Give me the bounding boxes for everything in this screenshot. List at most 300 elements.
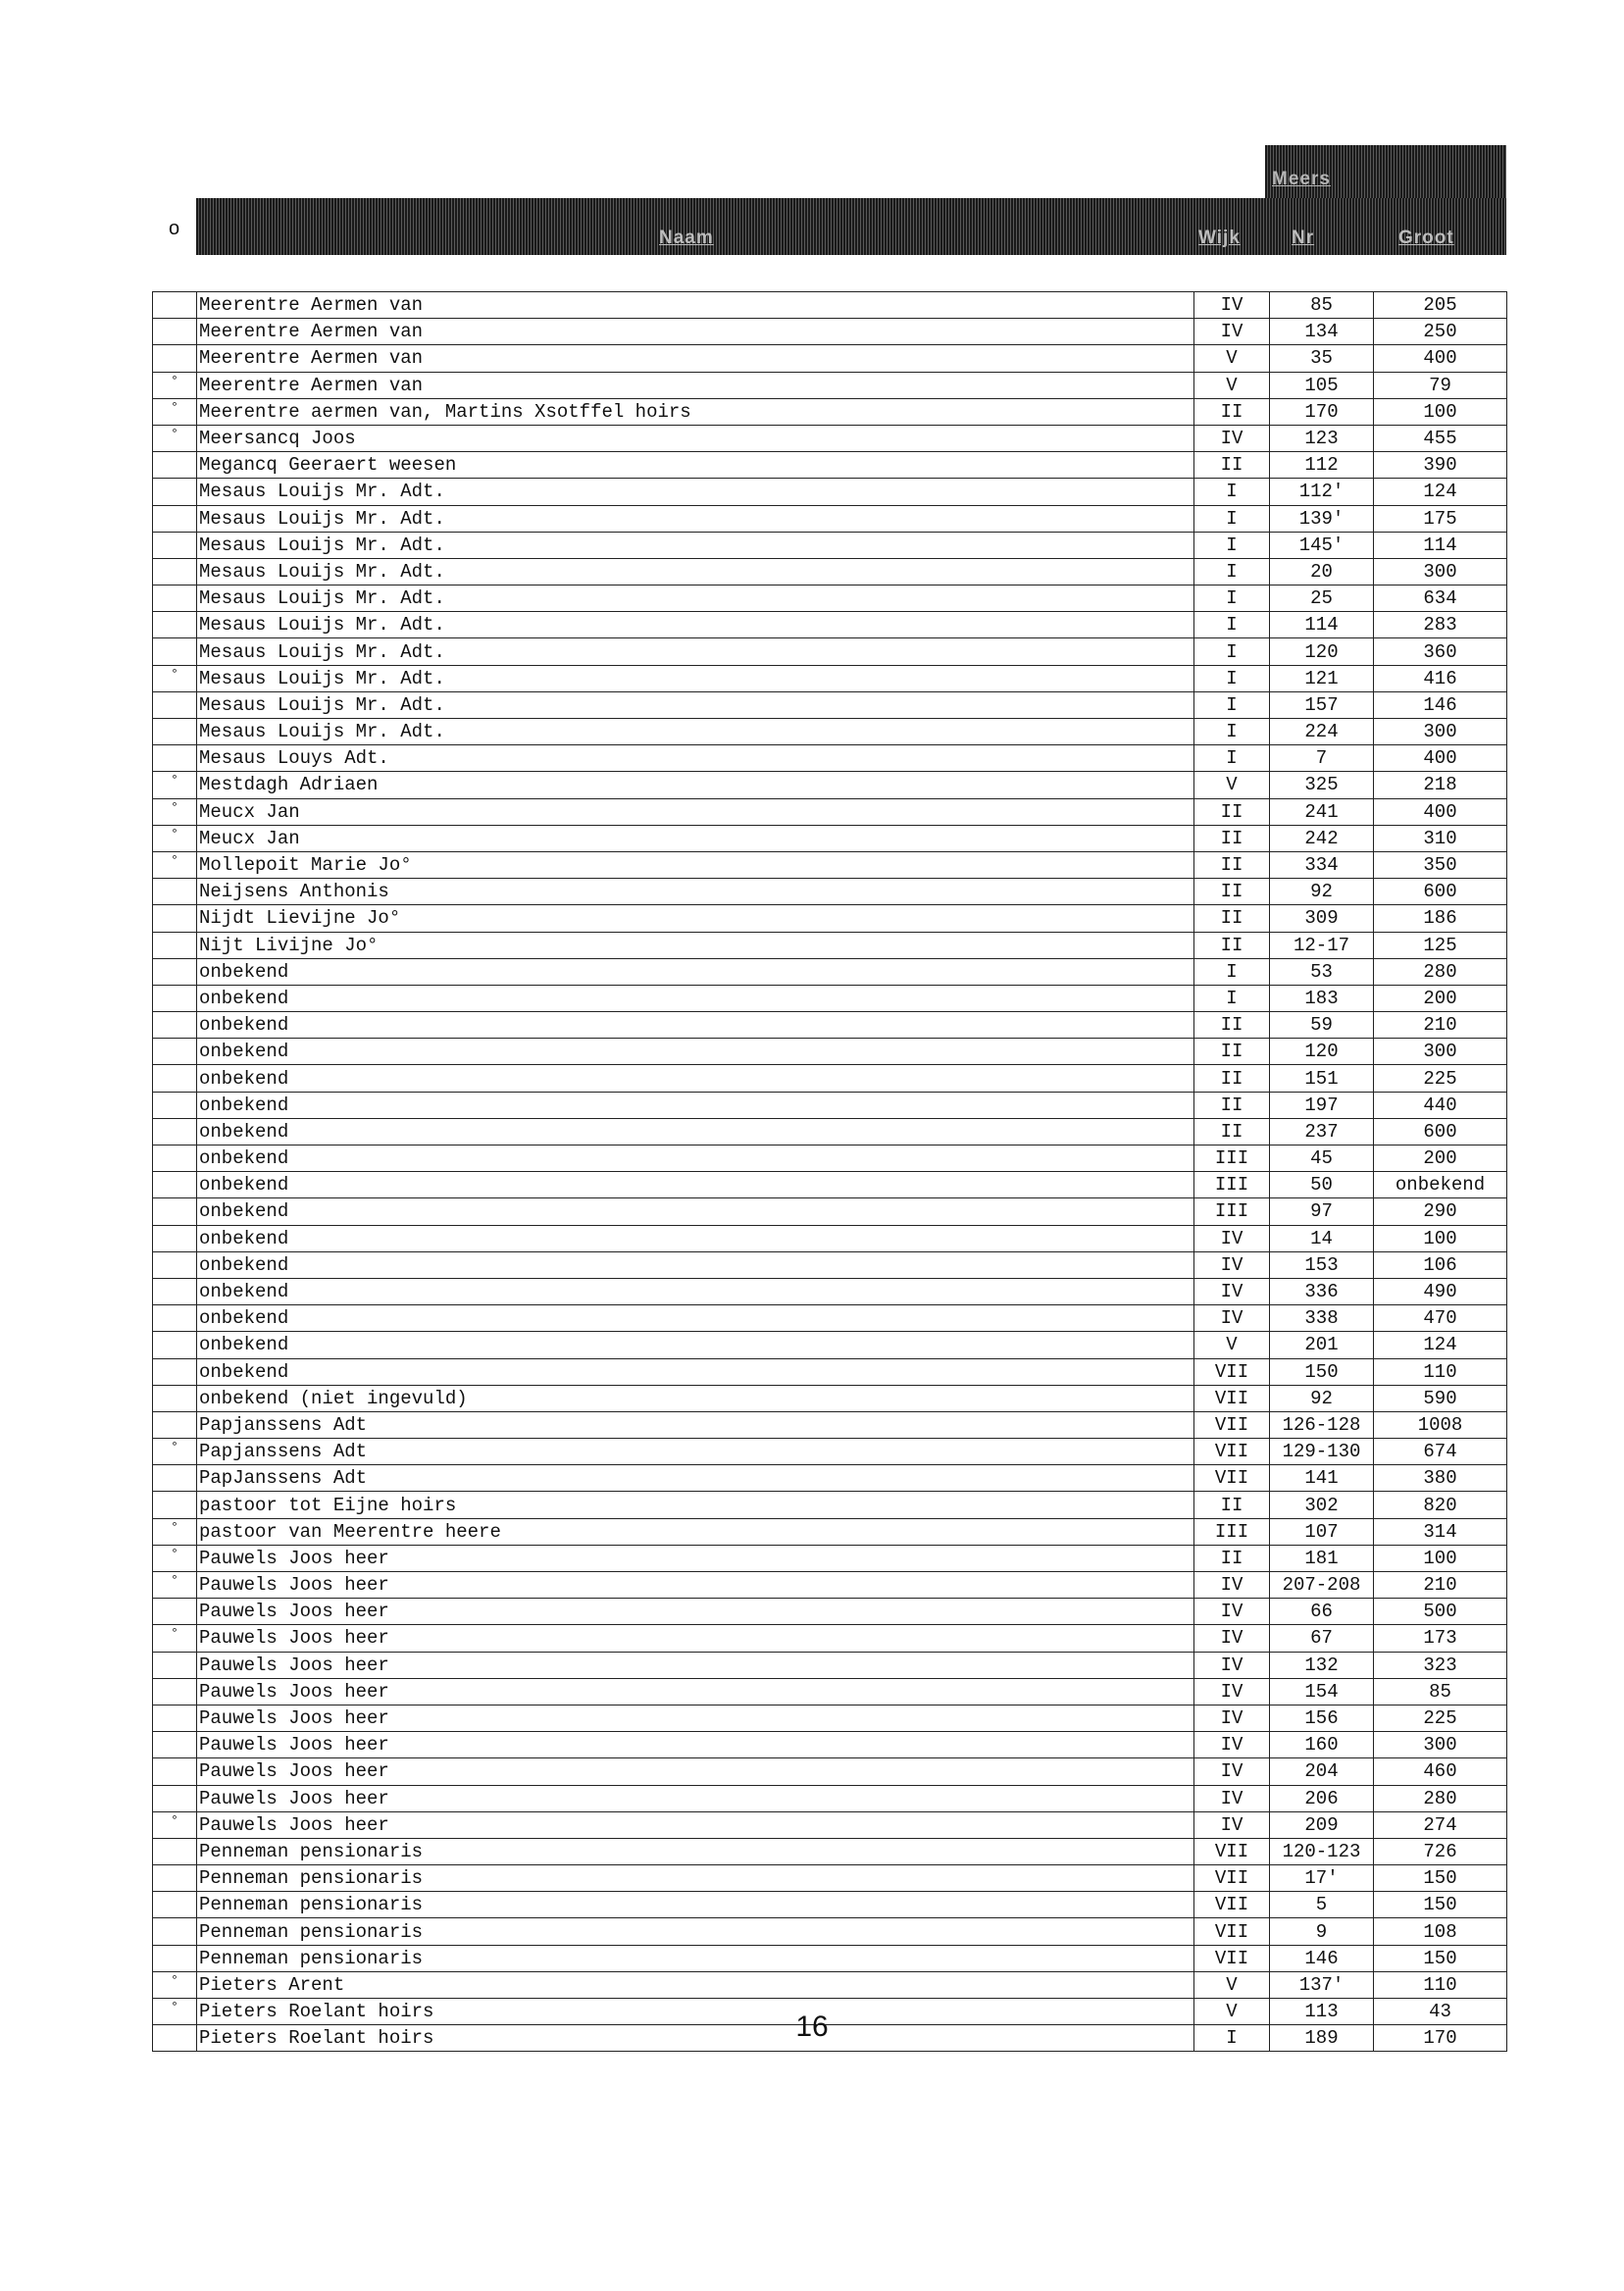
row-wijk: III xyxy=(1194,1198,1270,1225)
row-nr: 112 xyxy=(1270,452,1374,479)
row-mark: ° xyxy=(153,398,197,425)
row-nr: 207-208 xyxy=(1270,1572,1374,1599)
table-row xyxy=(153,452,1507,479)
row-nr: 224 xyxy=(1270,719,1374,745)
table-row xyxy=(153,1785,1507,1811)
row-mark: ° xyxy=(153,798,197,825)
row-mark: ° xyxy=(153,1572,197,1599)
row-groot: 674 xyxy=(1374,1439,1507,1465)
row-mark xyxy=(153,532,197,558)
row-nr: 123 xyxy=(1270,425,1374,451)
row-name: Nijt Livijne Jo° xyxy=(197,932,1194,958)
row-wijk: II xyxy=(1194,932,1270,958)
row-mark xyxy=(153,505,197,532)
row-wijk: I xyxy=(1194,745,1270,772)
row-mark: ° xyxy=(153,372,197,398)
table-row xyxy=(153,1758,1507,1785)
row-mark xyxy=(153,1251,197,1278)
row-mark xyxy=(153,1465,197,1492)
table-row xyxy=(153,745,1507,772)
row-nr: 121 xyxy=(1270,665,1374,691)
row-mark: ° xyxy=(153,1971,197,1998)
row-name: onbekend xyxy=(197,1278,1194,1304)
row-mark xyxy=(153,1146,197,1172)
table-row xyxy=(153,985,1507,1011)
row-mark xyxy=(153,1278,197,1304)
row-wijk: VII xyxy=(1194,1358,1270,1385)
table-row xyxy=(153,1385,1507,1411)
row-mark: ° xyxy=(153,1811,197,1838)
row-groot: 150 xyxy=(1374,1892,1507,1918)
row-groot: 600 xyxy=(1374,1118,1507,1145)
row-wijk: I xyxy=(1194,585,1270,612)
table-row xyxy=(153,1838,1507,1864)
row-name: Mesaus Louijs Mr. Adt. xyxy=(197,691,1194,718)
row-mark xyxy=(153,1092,197,1118)
table-row xyxy=(153,585,1507,612)
row-groot: 490 xyxy=(1374,1278,1507,1304)
row-name: Mesaus Louijs Mr. Adt. xyxy=(197,665,1194,691)
row-wijk: I xyxy=(1194,558,1270,585)
row-groot: 280 xyxy=(1374,958,1507,985)
table-row xyxy=(153,1251,1507,1278)
table-row xyxy=(153,1652,1507,1678)
row-mark xyxy=(153,292,197,319)
row-nr: 92 xyxy=(1270,1385,1374,1411)
row-wijk: III xyxy=(1194,1518,1270,1545)
row-name: Penneman pensionaris xyxy=(197,1945,1194,1971)
row-wijk: II xyxy=(1194,1492,1270,1518)
row-nr: 150 xyxy=(1270,1358,1374,1385)
row-name: Papjanssens Adt xyxy=(197,1439,1194,1465)
table-row xyxy=(153,1092,1507,1118)
row-groot: 400 xyxy=(1374,798,1507,825)
row-wijk: IV xyxy=(1194,1225,1270,1251)
table-row xyxy=(153,345,1507,372)
row-groot: 85 xyxy=(1374,1678,1507,1705)
row-name: Pieters Roelant hoirs xyxy=(197,2025,1194,2052)
row-groot: 200 xyxy=(1374,1146,1507,1172)
row-groot: 300 xyxy=(1374,1732,1507,1758)
row-name: Mesaus Louijs Mr. Adt. xyxy=(197,612,1194,638)
table-row xyxy=(153,638,1507,665)
row-nr: 97 xyxy=(1270,1198,1374,1225)
row-wijk: III xyxy=(1194,1172,1270,1198)
row-mark xyxy=(153,1332,197,1358)
row-nr: 170 xyxy=(1270,398,1374,425)
row-wijk: IV xyxy=(1194,1678,1270,1705)
row-mark: ° xyxy=(153,1439,197,1465)
row-nr: 35 xyxy=(1270,345,1374,372)
row-groot: 106 xyxy=(1374,1251,1507,1278)
row-wijk: I xyxy=(1194,958,1270,985)
table-row xyxy=(153,1411,1507,1438)
table-row xyxy=(153,691,1507,718)
row-groot: 43 xyxy=(1374,1999,1507,2025)
row-mark xyxy=(153,1705,197,1731)
row-mark xyxy=(153,1492,197,1518)
row-nr: 5 xyxy=(1270,1892,1374,1918)
row-groot: 173 xyxy=(1374,1625,1507,1652)
row-mark xyxy=(153,1039,197,1065)
row-name: Mollepoit Marie Jo° xyxy=(197,851,1194,878)
table-row xyxy=(153,905,1507,932)
row-nr: 7 xyxy=(1270,745,1374,772)
row-name: Pauwels Joos heer xyxy=(197,1652,1194,1678)
row-wijk: VII xyxy=(1194,1411,1270,1438)
row-nr: 120-123 xyxy=(1270,1838,1374,1864)
row-nr: 154 xyxy=(1270,1678,1374,1705)
row-name: Meerentre Aermen van xyxy=(197,319,1194,345)
row-wijk: VII xyxy=(1194,1892,1270,1918)
table-row xyxy=(153,851,1507,878)
row-nr: 241 xyxy=(1270,798,1374,825)
property-table-body xyxy=(153,292,1507,2052)
row-nr: 67 xyxy=(1270,1625,1374,1652)
table-row xyxy=(153,532,1507,558)
row-groot: 170 xyxy=(1374,2025,1507,2052)
row-name: Meerentre Aermen van xyxy=(197,292,1194,319)
row-wijk: IV xyxy=(1194,319,1270,345)
table-row xyxy=(153,1865,1507,1892)
row-groot: 390 xyxy=(1374,452,1507,479)
row-wijk: VII xyxy=(1194,1945,1270,1971)
row-mark: ° xyxy=(153,665,197,691)
row-nr: 145' xyxy=(1270,532,1374,558)
row-nr: 139' xyxy=(1270,505,1374,532)
row-nr: 92 xyxy=(1270,879,1374,905)
row-name: onbekend xyxy=(197,1305,1194,1332)
row-nr: 157 xyxy=(1270,691,1374,718)
row-groot: 110 xyxy=(1374,1971,1507,1998)
row-wijk: I xyxy=(1194,479,1270,505)
row-groot: 210 xyxy=(1374,1572,1507,1599)
table-row xyxy=(153,505,1507,532)
row-nr: 9 xyxy=(1270,1918,1374,1945)
row-wijk: VII xyxy=(1194,1865,1270,1892)
row-mark xyxy=(153,1118,197,1145)
row-groot: 146 xyxy=(1374,691,1507,718)
table-row xyxy=(153,879,1507,905)
row-nr: 146 xyxy=(1270,1945,1374,1971)
table-row xyxy=(153,1332,1507,1358)
table-row xyxy=(153,1918,1507,1945)
row-groot: 455 xyxy=(1374,425,1507,451)
row-wijk: II xyxy=(1194,1092,1270,1118)
row-nr: 183 xyxy=(1270,985,1374,1011)
table-row xyxy=(153,798,1507,825)
row-name: onbekend xyxy=(197,1065,1194,1092)
row-wijk: IV xyxy=(1194,425,1270,451)
row-wijk: III xyxy=(1194,1146,1270,1172)
row-groot: onbekend xyxy=(1374,1172,1507,1198)
table-row xyxy=(153,1892,1507,1918)
row-mark xyxy=(153,319,197,345)
row-name: Pauwels Joos heer xyxy=(197,1625,1194,1652)
table-row xyxy=(153,665,1507,691)
table-row xyxy=(153,1225,1507,1251)
property-table xyxy=(152,291,1507,2052)
row-mark xyxy=(153,1225,197,1251)
row-mark xyxy=(153,745,197,772)
header-col-groot: Groot xyxy=(1398,228,1454,248)
row-wijk: IV xyxy=(1194,1811,1270,1838)
row-name: Pauwels Joos heer xyxy=(197,1599,1194,1625)
row-groot: 300 xyxy=(1374,1039,1507,1065)
row-wijk: I xyxy=(1194,719,1270,745)
row-name: Pauwels Joos heer xyxy=(197,1758,1194,1785)
row-mark xyxy=(153,691,197,718)
header-left-mark: o xyxy=(169,218,180,239)
row-mark xyxy=(153,1012,197,1039)
row-wijk: IV xyxy=(1194,1572,1270,1599)
row-mark xyxy=(153,1411,197,1438)
row-groot: 590 xyxy=(1374,1385,1507,1411)
row-wijk: V xyxy=(1194,772,1270,798)
row-nr: 12-17 xyxy=(1270,932,1374,958)
row-wijk: IV xyxy=(1194,1599,1270,1625)
row-groot: 380 xyxy=(1374,1465,1507,1492)
table-row xyxy=(153,612,1507,638)
table-row xyxy=(153,1811,1507,1838)
row-mark xyxy=(153,638,197,665)
row-name: Penneman pensionaris xyxy=(197,1918,1194,1945)
row-groot: 205 xyxy=(1374,292,1507,319)
row-groot: 274 xyxy=(1374,1811,1507,1838)
row-name: onbekend xyxy=(197,1332,1194,1358)
row-groot: 283 xyxy=(1374,612,1507,638)
row-groot: 440 xyxy=(1374,1092,1507,1118)
row-nr: 114 xyxy=(1270,612,1374,638)
row-groot: 820 xyxy=(1374,1492,1507,1518)
row-wijk: I xyxy=(1194,691,1270,718)
row-wijk: VII xyxy=(1194,1838,1270,1864)
row-groot: 300 xyxy=(1374,558,1507,585)
row-mark xyxy=(153,585,197,612)
row-nr: 113 xyxy=(1270,1999,1374,2025)
row-mark xyxy=(153,958,197,985)
row-groot: 124 xyxy=(1374,1332,1507,1358)
row-wijk: I xyxy=(1194,612,1270,638)
table-row xyxy=(153,1278,1507,1304)
table-row xyxy=(153,825,1507,851)
row-groot: 225 xyxy=(1374,1065,1507,1092)
table-row xyxy=(153,319,1507,345)
row-nr: 156 xyxy=(1270,1705,1374,1731)
row-name: onbekend xyxy=(197,1358,1194,1385)
row-nr: 151 xyxy=(1270,1065,1374,1092)
table-row xyxy=(153,1039,1507,1065)
row-groot: 460 xyxy=(1374,1758,1507,1785)
row-groot: 300 xyxy=(1374,719,1507,745)
row-wijk: I xyxy=(1194,665,1270,691)
row-wijk: V xyxy=(1194,1332,1270,1358)
header-col-name: Naam xyxy=(659,228,714,248)
row-wijk: II xyxy=(1194,452,1270,479)
row-wijk: VII xyxy=(1194,1439,1270,1465)
row-name: Pauwels Joos heer xyxy=(197,1678,1194,1705)
table-row xyxy=(153,398,1507,425)
row-mark xyxy=(153,558,197,585)
row-groot: 210 xyxy=(1374,1012,1507,1039)
row-wijk: VII xyxy=(1194,1465,1270,1492)
row-groot: 1008 xyxy=(1374,1411,1507,1438)
row-groot: 100 xyxy=(1374,1545,1507,1571)
row-groot: 124 xyxy=(1374,479,1507,505)
row-wijk: V xyxy=(1194,372,1270,398)
header-col-wijk: Wijk xyxy=(1198,228,1241,248)
row-mark xyxy=(153,932,197,958)
row-mark xyxy=(153,1065,197,1092)
row-wijk: VII xyxy=(1194,1918,1270,1945)
row-name: Meucx Jan xyxy=(197,825,1194,851)
row-groot: 470 xyxy=(1374,1305,1507,1332)
table-row xyxy=(153,958,1507,985)
row-groot: 218 xyxy=(1374,772,1507,798)
table-row xyxy=(153,1945,1507,1971)
row-nr: 334 xyxy=(1270,851,1374,878)
row-nr: 302 xyxy=(1270,1492,1374,1518)
row-name: onbekend xyxy=(197,1012,1194,1039)
row-name: onbekend xyxy=(197,1118,1194,1145)
row-wijk: II xyxy=(1194,798,1270,825)
row-wijk: II xyxy=(1194,1545,1270,1571)
row-nr: 189 xyxy=(1270,2025,1374,2052)
row-groot: 290 xyxy=(1374,1198,1507,1225)
table-row xyxy=(153,479,1507,505)
row-name: Penneman pensionaris xyxy=(197,1865,1194,1892)
row-groot: 125 xyxy=(1374,932,1507,958)
table-row xyxy=(153,1439,1507,1465)
row-groot: 150 xyxy=(1374,1945,1507,1971)
row-name: Meerentre Aermen van xyxy=(197,345,1194,372)
row-name: Penneman pensionaris xyxy=(197,1838,1194,1864)
row-nr: 45 xyxy=(1270,1146,1374,1172)
row-groot: 350 xyxy=(1374,851,1507,878)
table-row xyxy=(153,1118,1507,1145)
row-name: Pauwels Joos heer xyxy=(197,1545,1194,1571)
row-nr: 105 xyxy=(1270,372,1374,398)
row-nr: 338 xyxy=(1270,1305,1374,1332)
row-mark xyxy=(153,1785,197,1811)
table-row xyxy=(153,1545,1507,1571)
row-nr: 141 xyxy=(1270,1465,1374,1492)
row-nr: 206 xyxy=(1270,1785,1374,1811)
row-mark xyxy=(153,479,197,505)
row-name: onbekend xyxy=(197,1251,1194,1278)
row-groot: 100 xyxy=(1374,1225,1507,1251)
row-mark: ° xyxy=(153,1545,197,1571)
row-name: Mestdagh Adriaen xyxy=(197,772,1194,798)
table-row xyxy=(153,719,1507,745)
row-nr: 53 xyxy=(1270,958,1374,985)
row-groot: 108 xyxy=(1374,1918,1507,1945)
row-name: onbekend xyxy=(197,1225,1194,1251)
row-nr: 85 xyxy=(1270,292,1374,319)
row-nr: 325 xyxy=(1270,772,1374,798)
table-row xyxy=(153,1065,1507,1092)
row-wijk: II xyxy=(1194,398,1270,425)
header-col-nr: Nr xyxy=(1292,228,1315,248)
row-name: onbekend xyxy=(197,1198,1194,1225)
row-wijk: II xyxy=(1194,1118,1270,1145)
row-wijk: I xyxy=(1194,985,1270,1011)
table-row xyxy=(153,1678,1507,1705)
row-name: pastoor tot Eijne hoirs xyxy=(197,1492,1194,1518)
row-nr: 204 xyxy=(1270,1758,1374,1785)
row-name: Mesaus Louijs Mr. Adt. xyxy=(197,479,1194,505)
row-mark: ° xyxy=(153,1518,197,1545)
row-nr: 132 xyxy=(1270,1652,1374,1678)
table-row xyxy=(153,932,1507,958)
row-groot: 250 xyxy=(1374,319,1507,345)
row-nr: 120 xyxy=(1270,1039,1374,1065)
row-groot: 114 xyxy=(1374,532,1507,558)
row-name: Mesaus Louijs Mr. Adt. xyxy=(197,638,1194,665)
row-nr: 134 xyxy=(1270,319,1374,345)
row-name: Meersancq Joos xyxy=(197,425,1194,451)
row-name: PapJanssens Adt xyxy=(197,1465,1194,1492)
row-mark: ° xyxy=(153,772,197,798)
row-wijk: IV xyxy=(1194,1652,1270,1678)
row-groot: 200 xyxy=(1374,985,1507,1011)
row-mark xyxy=(153,1945,197,1971)
row-wijk: I xyxy=(1194,532,1270,558)
row-name: onbekend (niet ingevuld) xyxy=(197,1385,1194,1411)
row-mark xyxy=(153,1385,197,1411)
row-mark xyxy=(153,1652,197,1678)
row-wijk: IV xyxy=(1194,1625,1270,1652)
row-name: Megancq Geeraert weesen xyxy=(197,452,1194,479)
row-wijk: IV xyxy=(1194,292,1270,319)
row-wijk: I xyxy=(1194,2025,1270,2052)
row-nr: 120 xyxy=(1270,638,1374,665)
row-groot: 310 xyxy=(1374,825,1507,851)
row-mark xyxy=(153,452,197,479)
table-row xyxy=(153,772,1507,798)
row-name: Mesaus Louys Adt. xyxy=(197,745,1194,772)
row-nr: 50 xyxy=(1270,1172,1374,1198)
row-wijk: V xyxy=(1194,345,1270,372)
row-wijk: IV xyxy=(1194,1251,1270,1278)
row-name: Nijdt Lievijne Jo° xyxy=(197,905,1194,932)
row-wijk: II xyxy=(1194,1039,1270,1065)
row-name: Meucx Jan xyxy=(197,798,1194,825)
table-row xyxy=(153,1358,1507,1385)
row-nr: 181 xyxy=(1270,1545,1374,1571)
row-groot: 400 xyxy=(1374,745,1507,772)
row-groot: 634 xyxy=(1374,585,1507,612)
row-wijk: VII xyxy=(1194,1385,1270,1411)
row-name: onbekend xyxy=(197,1146,1194,1172)
table-row xyxy=(153,1518,1507,1545)
row-groot: 110 xyxy=(1374,1358,1507,1385)
row-name: pastoor van Meerentre heere xyxy=(197,1518,1194,1545)
row-mark xyxy=(153,1172,197,1198)
row-wijk: IV xyxy=(1194,1732,1270,1758)
row-groot: 416 xyxy=(1374,665,1507,691)
row-name: Meerentre aermen van, Martins Xsotffel hoirs xyxy=(197,398,1194,425)
row-groot: 323 xyxy=(1374,1652,1507,1678)
row-nr: 25 xyxy=(1270,585,1374,612)
row-wijk: IV xyxy=(1194,1758,1270,1785)
row-mark xyxy=(153,1305,197,1332)
table-row xyxy=(153,1732,1507,1758)
table-row xyxy=(153,1572,1507,1599)
row-groot: 100 xyxy=(1374,398,1507,425)
row-mark xyxy=(153,905,197,932)
table-row xyxy=(153,558,1507,585)
